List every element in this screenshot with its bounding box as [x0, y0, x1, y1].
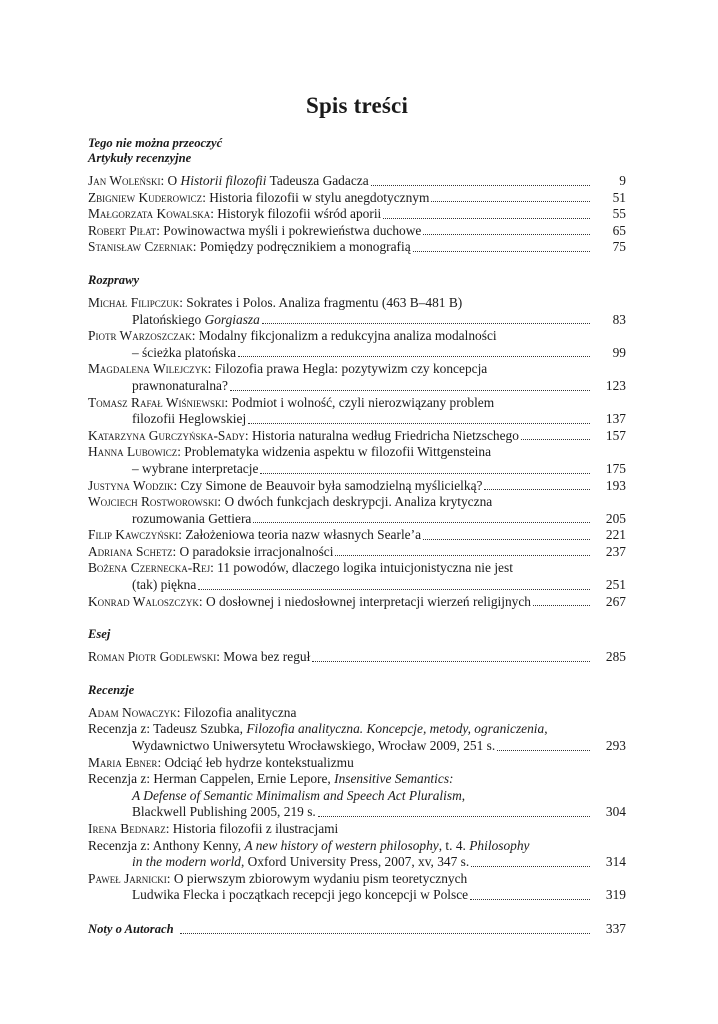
section-intro [88, 136, 626, 256]
section-treatises [88, 273, 626, 610]
entry-title-italic: Historii filozofii [180, 173, 267, 188]
toc-entry[interactable] [88, 190, 626, 207]
toc-entry[interactable]: Magdalena Wilejczyk: Filozofia prawa Hegla: pozytywizm czy koncepcja prawnonaturalna? 123 [88, 361, 626, 393]
entry-title: : Odciąć łeb hydrze kontekstualizmu [157, 754, 354, 770]
entry-page-number: 285 [605, 649, 626, 665]
dot-leader [431, 201, 590, 202]
entry-author: Małgorzata Kowalska [88, 206, 211, 222]
entry-author: Piotr Warzoszczak [88, 328, 192, 344]
entry-page-number: 157 [605, 427, 626, 443]
toc-entry[interactable] [88, 206, 626, 223]
dot-leader [521, 439, 590, 440]
section-label-author-notes: Noty o Autorach [88, 921, 174, 936]
entry-page-number: 293 [605, 738, 626, 754]
entry-page-number: 221 [605, 527, 626, 543]
entry-author: Paweł Jarnicki [88, 870, 167, 886]
entry-title: : Problematyka widzenia aspektu w filozofii Wittgensteina [177, 444, 492, 460]
entry-author: Adriana Schetz [88, 543, 173, 559]
toc-entry[interactable] [88, 527, 626, 544]
toc-entry[interactable]: Tomasz Rafał Wiśniewski: Podmiot i wolność, czyli nierozwiązany problem filozofii Heglowskiej 137 [88, 394, 626, 427]
entry-author: Katarzyna Gurczyńska-Sady [88, 427, 245, 443]
entry-page-number: 304 [605, 804, 626, 820]
toc-entry[interactable] [88, 428, 626, 445]
entry-author: Zbigniew Kuderowicz [88, 189, 203, 205]
entry-page-number: 65 [612, 222, 626, 238]
entry-author: Maria Ebner [88, 754, 158, 770]
entry-title: : Historia naturalna według Friedricha Nietzschego [244, 427, 519, 443]
toc-entry[interactable] [88, 594, 626, 611]
entry-page-number: 193 [605, 477, 626, 493]
entry-title: : O dosłownej i niedosłownej interpretacji wierzeń religijnych [198, 593, 531, 609]
toc-entry[interactable] [88, 544, 626, 561]
toc-entry[interactable] [88, 239, 626, 256]
entry-page-number: 99 [612, 344, 626, 360]
entry-title: : Czy Simone de Beauvoir była samodzielną myślicielką? [173, 477, 483, 493]
entry-page-number: 75 [612, 239, 626, 255]
dot-leader [413, 251, 590, 252]
entry-page-number: 83 [612, 311, 626, 327]
entry-title: : Założeniowa teoria nazw własnych Searle’a [178, 527, 422, 543]
dot-leader [262, 323, 590, 324]
dot-leader [198, 589, 590, 590]
entry-author: Jan Woleński [88, 173, 161, 188]
entry-title: : Pomiędzy podręcznikiem a monografią [192, 239, 411, 255]
section-label-must-read: Tego nie można przeoczyć [88, 136, 223, 150]
entry-page-number: 123 [605, 377, 626, 393]
toc-entry[interactable]: Irena Bednarz: Historia filozofii z ilustracjami Recenzja z: Anthony Kenny, A new history of western philosophy, t. 4. Philosophy in the modern world, Oxford University Press, 2007, xv, 347 s. 314 [88, 821, 626, 870]
entry-title-italic: A new history of western philosophy [244, 837, 439, 853]
dot-leader [371, 185, 590, 186]
entry-author: Robert Piłat [88, 222, 157, 238]
entry-page-number: 55 [612, 206, 626, 222]
page-title: Spis treści [305, 93, 409, 118]
dot-leader [423, 234, 590, 235]
entry-page-number: 137 [605, 411, 626, 427]
entry-page-number: 205 [605, 510, 626, 526]
toc-entry[interactable] [88, 649, 626, 666]
entry-page-number: 314 [605, 854, 626, 870]
dot-leader [180, 933, 590, 934]
entry-title: : 11 powodów, dlaczego logika intuicjonistyczna nie jest [210, 560, 513, 576]
entry-author: Wojciech Rostworowski [88, 494, 218, 510]
entry-author: Michał Filipczuk [88, 294, 180, 310]
toc-entry[interactable]: Bożena Czernecka-Rej: 11 powodów, dlaczego logika intuicjonistyczna nie jest (tak) piękna 251 [88, 560, 626, 593]
entry-title: : Filozofia prawa Hegla: pozytywizm czy koncepcja [207, 361, 488, 377]
toc-entry[interactable]: Paweł Jarnicki: O pierwszym zbiorowym wydaniu pism teoretycznych Ludwika Flecka i początkach recepcji jego koncepcji w Polsce 319 [88, 870, 626, 903]
entry-title-italic: Gorgiasza [204, 311, 260, 327]
dot-leader [312, 661, 590, 662]
entry-title: : Historia filozofii w stylu anegdotycznym [202, 189, 430, 205]
entry-title: : Historyk filozofii wśród aporii [210, 206, 382, 222]
toc-entry[interactable]: Jan Woleński: O Historii filozofii Tadeusza Gadacza 9 [88, 173, 626, 188]
entry-author: Filip Kawczyński [88, 527, 179, 543]
table-of-contents [88, 0, 626, 938]
entry-author: Magdalena Wilejczyk [88, 361, 208, 377]
entry-page-number: 175 [605, 460, 626, 476]
entry-title: : O paradoksie irracjonalności [172, 543, 334, 559]
toc-entry[interactable]: Piotr Warzoszczak: Modalny fikcjonalizm a redukcyjna analiza modalności – ścieżka platońska 99 [88, 328, 626, 360]
entry-title: : Sokrates i Polos. Analiza fragmentu (463 B–481 B) [179, 294, 463, 310]
entry-author: Hanna Lubowicz [88, 444, 178, 460]
entry-title: : Modalny fikcjonalizm a redukcyjna analiza modalności [191, 328, 497, 344]
entry-title: : Mowa bez reguł [216, 649, 311, 665]
entry-page-number: 319 [605, 887, 626, 903]
toc-entry[interactable] [88, 478, 626, 495]
dot-leader [497, 750, 590, 751]
entry-author: Konrad Waloszczyk [88, 593, 199, 609]
toc-entry[interactable]: Maria Ebner: Odciąć łeb hydrze kontekstualizmu Recenzja z: Herman Cappelen, Ernie Lepore, Insensitive Semantics: A Defense of Semantic Minimalism and Speech Act Pluralism, Blackwell Publishing 2005, 219 s. 304 [88, 754, 626, 820]
dot-leader [484, 489, 590, 490]
dot-leader [248, 423, 590, 424]
entry-author: Bożena Czernecka-Rej [88, 560, 211, 576]
entry-page-number: 9 [619, 173, 626, 188]
dot-leader [230, 390, 590, 391]
entry-page-number: 237 [605, 543, 626, 559]
dot-leader [533, 605, 590, 606]
dot-leader [423, 539, 590, 540]
toc-entry[interactable]: Hanna Lubowicz: Problematyka widzenia aspektu w filozofii Wittgensteina – wybrane interpretacje 175 [88, 444, 626, 476]
entry-page-number: 51 [612, 189, 626, 205]
entry-author: Irena Bednarz [88, 821, 166, 836]
section-reviews [88, 683, 626, 904]
entry-author: Roman Piotr Godlewski [88, 649, 217, 665]
section-label-treatises: Rozprawy [88, 272, 140, 287]
entry-author: Tomasz Rafał Wiśniewski [88, 394, 225, 410]
section-label-review-articles: Artykuły recenzyjne [88, 151, 192, 165]
toc-entry[interactable] [88, 223, 626, 240]
entry-title: : O pierwszym zbiorowym wydaniu pism teoretycznych [166, 870, 468, 886]
dot-leader [470, 899, 590, 900]
section-label-essay: Esej [88, 627, 111, 642]
toc-entry[interactable]: Adam Nowaczyk: Filozofia analityczna Recenzja z: Tadeusz Szubka, Filozofia analityczna. Koncepcje, metody, ograniczenia, Wydawnictwo Uniwersytetu Wrocławskiego, Wrocław 2009, 251 s. 293 [88, 704, 626, 754]
entry-title-italic: Filozofia analityczna. Koncepcje, metody, ograniczenia [246, 721, 545, 737]
dot-leader [383, 218, 590, 219]
entry-author: Adam Nowaczyk [88, 704, 177, 720]
dot-leader [253, 522, 590, 523]
dot-leader [471, 866, 590, 867]
dot-leader [238, 356, 590, 357]
entry-author: Stanisław Czerniak [88, 239, 193, 255]
entry-title: : Historia filozofii z ilustracjami [165, 821, 339, 836]
section-author-notes[interactable] [88, 921, 626, 938]
entry-title: : Filozofia analityczna [176, 704, 297, 720]
toc-entry[interactable]: Wojciech Rostworowski: O dwóch funkcjach deskrypcji. Analiza krytyczna rozumowania Gettiera 205 [88, 494, 626, 526]
dot-leader [335, 555, 590, 556]
dot-leader [318, 816, 590, 817]
entry-title: : O dwóch funkcjach deskrypcji. Analiza krytyczna [217, 494, 493, 510]
toc-entry[interactable]: Michał Filipczuk: Sokrates i Polos. Analiza fragmentu (463 B–481 B) Platońskiego Gorgiasza 83 [88, 294, 626, 327]
section-essay [88, 627, 626, 666]
entry-title-italic: Insensitive Semantics: [334, 771, 454, 787]
dot-leader [260, 473, 590, 474]
entry-title: : Podmiot i wolność, czyli nierozwiązany problem [224, 394, 495, 410]
entry-page-number: 267 [605, 593, 626, 609]
entry-page-number: 251 [605, 577, 626, 593]
section-label-reviews: Recenzje [88, 682, 135, 697]
entry-page-number: 337 [605, 920, 626, 936]
entry-title: : Powinowactwa myśli i pokrewieństwa duchowe [156, 222, 422, 238]
entry-author: Justyna Wodzik [88, 477, 174, 493]
